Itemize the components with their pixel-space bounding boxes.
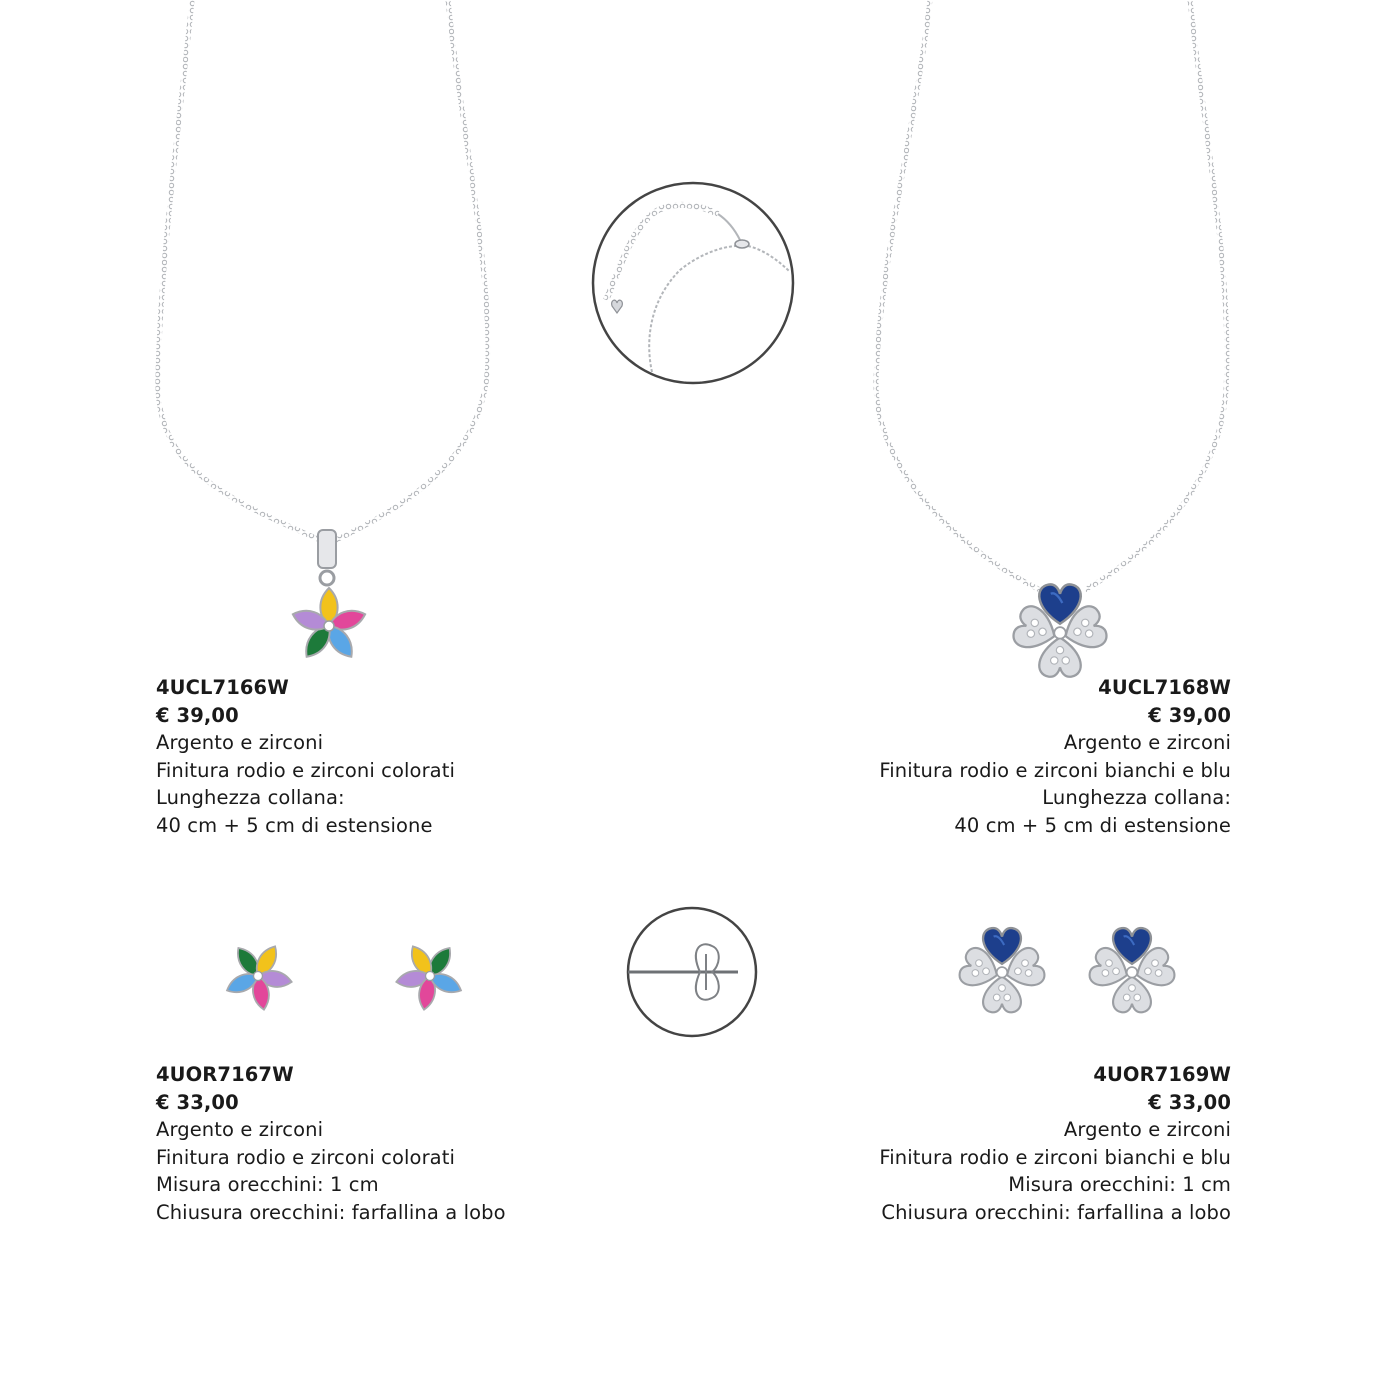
product-price: € 39,00: [156, 703, 239, 727]
product-spec: Lunghezza collana:: [156, 786, 345, 810]
necklace-clover-image: [876, 0, 1227, 677]
product-material: Argento e zirconi: [1063, 1118, 1231, 1142]
product-material: Argento e zirconi: [156, 1118, 324, 1142]
chain-extension-detail-image: [593, 183, 793, 383]
product-material: Argento e zirconi: [156, 731, 324, 755]
product-spec: 40 cm + 5 cm di estensione: [954, 813, 1231, 837]
product-earrings-clover: [879, 1061, 1231, 1227]
product-necklace-flower: [156, 674, 455, 840]
butterfly-back-detail-image: [628, 908, 756, 1036]
product-finish: Finitura rodio e zirconi colorati: [156, 1145, 455, 1169]
product-spec: Lunghezza collana:: [1042, 786, 1231, 810]
earrings-clover-image: [957, 928, 1177, 1012]
product-price: € 33,00: [156, 1090, 239, 1114]
product-spec: 40 cm + 5 cm di estensione: [156, 813, 433, 837]
product-finish: Finitura rodio e zirconi bianchi e blu: [879, 758, 1231, 782]
product-price: € 39,00: [1148, 703, 1231, 727]
product-spec: Misura orecchini: 1 cm: [156, 1173, 379, 1197]
product-code: 4UOR7169W: [1093, 1063, 1231, 1086]
product-earrings-flower: [156, 1061, 506, 1227]
product-code: 4UCL7166W: [156, 676, 289, 699]
product-code: 4UOR7167W: [156, 1063, 294, 1086]
product-finish: Finitura rodio e zirconi bianchi e blu: [879, 1145, 1231, 1169]
product-code: 4UCL7168W: [1098, 676, 1231, 699]
product-spec: Chiusura orecchini: farfallina a lobo: [156, 1200, 506, 1224]
product-material: Argento e zirconi: [1063, 731, 1231, 755]
product-price: € 33,00: [1148, 1090, 1231, 1114]
product-spec: Chiusura orecchini: farfallina a lobo: [881, 1200, 1231, 1224]
necklace-flower-image: [158, 0, 488, 662]
earrings-flower-image: [224, 942, 465, 1011]
product-necklace-clover: [879, 674, 1231, 840]
product-spec: Misura orecchini: 1 cm: [1008, 1173, 1231, 1197]
product-finish: Finitura rodio e zirconi colorati: [156, 758, 455, 782]
